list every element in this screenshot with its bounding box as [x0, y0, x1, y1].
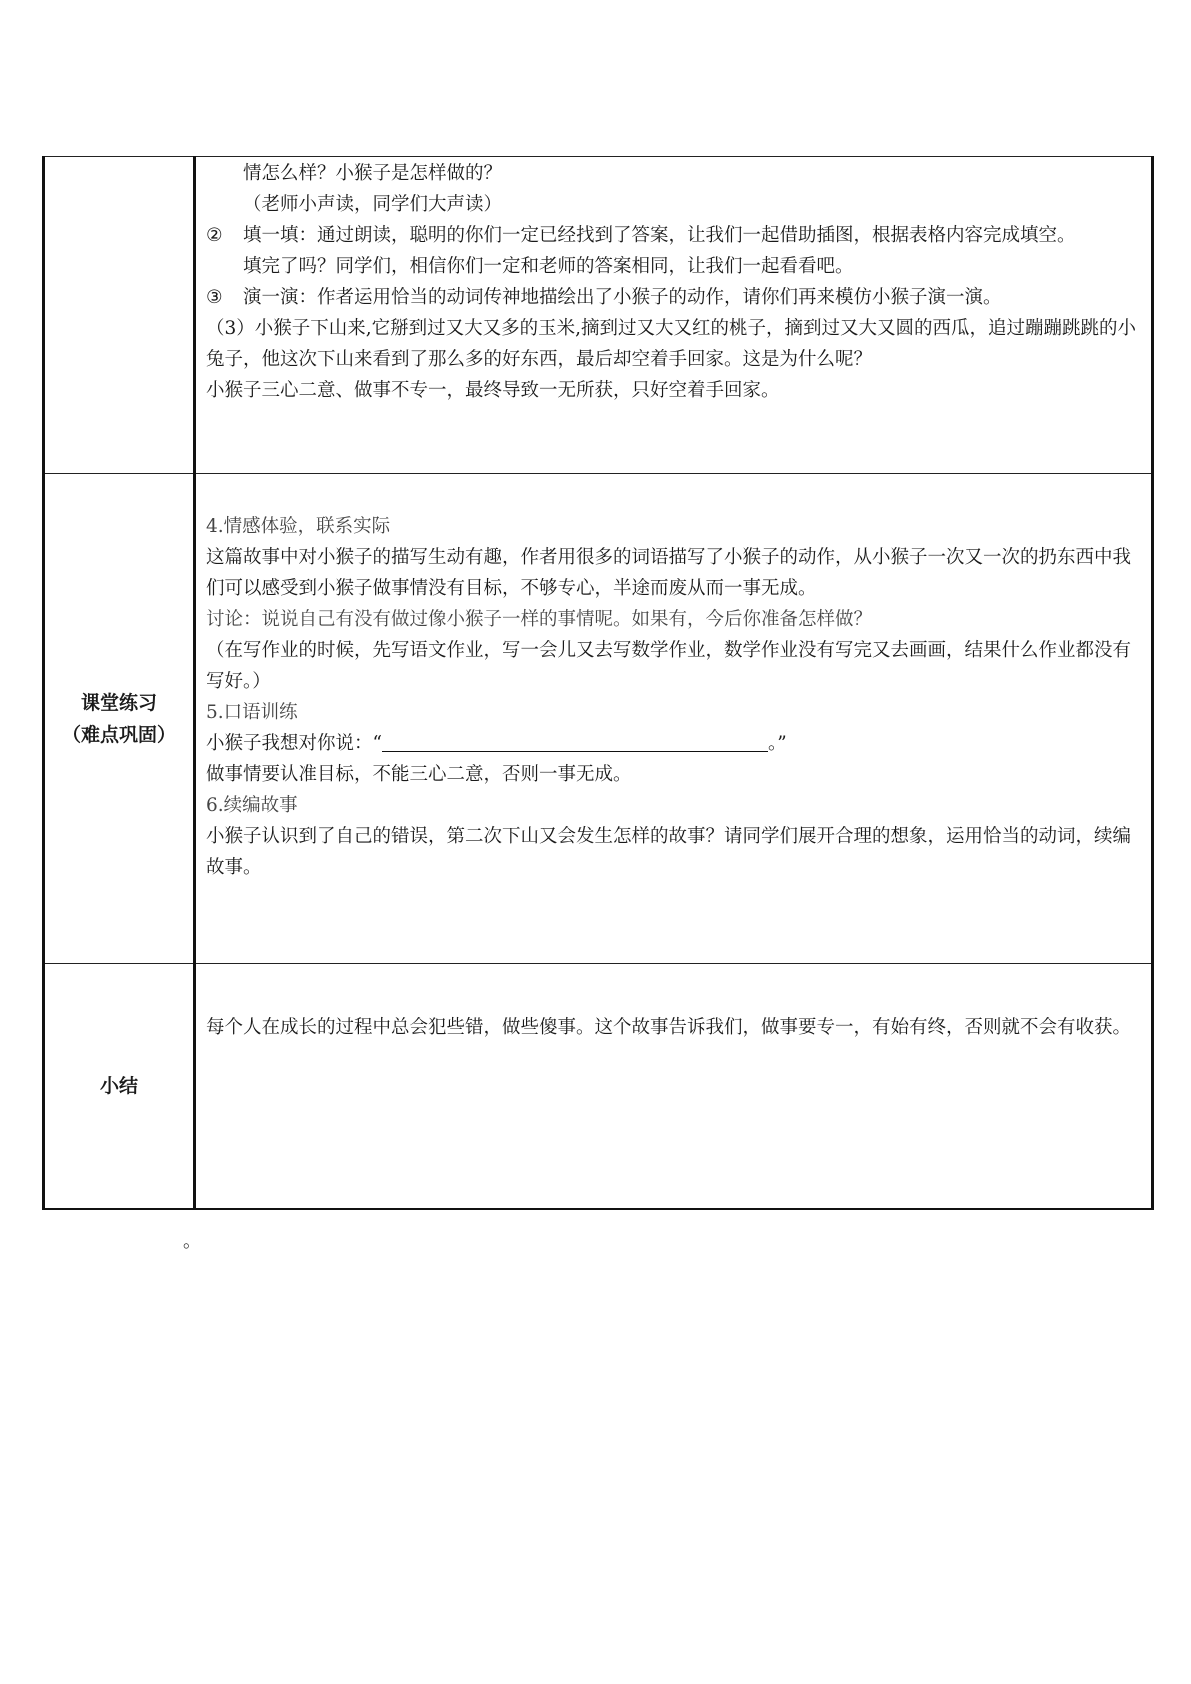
text-line: 填完了吗？同学们，相信你们一定和老师的答案相同，让我们一起看看吧。	[243, 256, 854, 277]
row-content-reading	[195, 157, 1153, 474]
item-text: 演一演：作者运用恰当的动词传神地描绘出了小猴子的动作，请你们再来模仿小猴子演一演。	[243, 287, 1002, 308]
paragraph: 小猴子认识到了自己的错误，第二次下山又会发生怎样的故事？请同学们展开合理的想象，运用恰当的动词，续编故事。	[206, 826, 1132, 878]
item-number: ②	[206, 225, 223, 246]
example-answer: （在写作业的时候，先写语文作业，写一会儿又去写数学作业，数学作业没有写完又去画画，结果什么作业都没有写好。）	[206, 640, 1132, 692]
row-content-summary	[195, 964, 1153, 1210]
summary-text: 每个人在成长的过程中总会犯些错，做些傻事。这个故事告诉我们，做事要专一，有始有终，否则就不会有收获。	[206, 1017, 1132, 1038]
speech-suffix: 。”	[767, 733, 787, 754]
lesson-plan-table	[42, 156, 1154, 1210]
speech-prefix: 小猴子我想对你说：“	[206, 733, 382, 754]
paragraph: 这篇故事中对小猴子的描写生动有趣，作者用很多的词语描写了小猴子的动作，从小猴子一次又一次的扔东西中我们可以感受到小猴子做事情没有目标，不够专心，半途而废从而一事无成。	[206, 547, 1132, 599]
label-line: （难点巩固）	[61, 723, 176, 746]
speech-answer: 做事情要认准目标，不能三心二意，否则一事无成。	[206, 764, 632, 785]
speech-prompt	[206, 728, 1141, 759]
row-label-summary: 小结	[44, 964, 195, 1210]
page-footnote: 。	[183, 1231, 201, 1252]
paragraph-conclusion: 小猴子三心二意、做事不专一，最终导致一无所获，只好空着手回家。	[206, 380, 780, 401]
fill-blank-line	[382, 731, 768, 752]
row-label-empty	[44, 157, 195, 474]
section-heading-6: 6.续编故事	[206, 795, 298, 816]
text-line: 情怎么样？小猴子是怎样做的？	[243, 163, 503, 184]
section-heading-5: 5.口语训练	[206, 702, 298, 723]
numbered-item-3	[206, 282, 1141, 313]
row-label-practice	[44, 474, 195, 964]
numbered-item-2	[206, 220, 1141, 251]
paragraph: （3）小猴子下山来,它掰到过又大又多的玉米,摘到过又大又红的桃子，摘到过又大又圆的西瓜，追过蹦蹦跳跳的小兔子，他这次下山来看到了那么多的好东西，最后却空着手回家。这是为什么呢？	[206, 318, 1137, 370]
discussion-prompt: 讨论：说说自己有没有做过像小猴子一样的事情呢。如果有，今后你准备怎样做？	[206, 609, 873, 630]
item-number: ③	[206, 287, 223, 308]
label-line: 课堂练习	[80, 691, 157, 714]
section-heading-4: 4.情感体验，联系实际	[206, 516, 391, 537]
item-text: 填一填：通过朗读，聪明的你们一定已经找到了答案，让我们一起借助插图，根据表格内容完成填空。	[243, 225, 1076, 246]
table-row	[44, 474, 1153, 964]
row-content-practice	[195, 474, 1153, 964]
table-row	[44, 964, 1153, 1210]
table-row	[44, 157, 1153, 474]
text-line: （老师小声读，同学们大声读）	[243, 194, 503, 215]
